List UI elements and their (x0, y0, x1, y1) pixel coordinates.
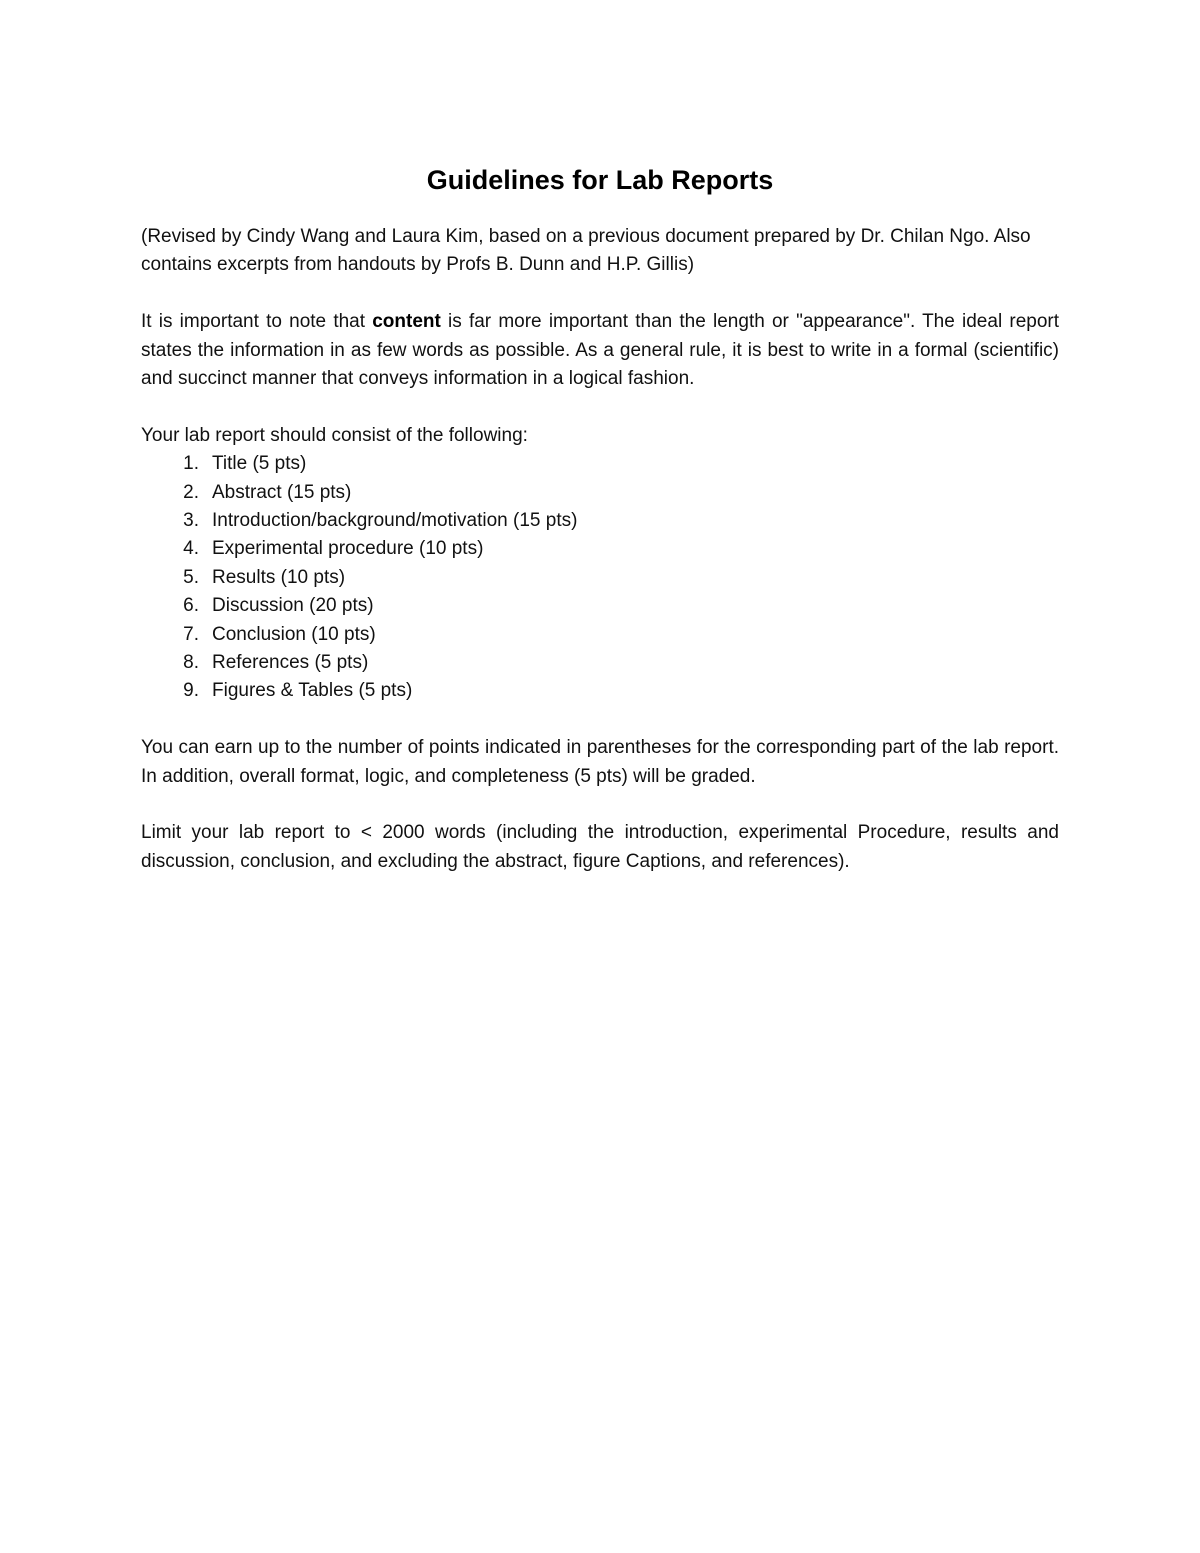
list-item (141, 621, 1059, 649)
list-item-number: 4. (183, 538, 199, 560)
list-item-label: Title (5 pts) (212, 453, 307, 475)
list-item-label: Discussion (20 pts) (212, 595, 374, 617)
list-item-label: Experimental procedure (10 pts) (212, 538, 484, 560)
list-item-number: 2. (183, 481, 199, 503)
list-item (141, 649, 1059, 677)
list-item (141, 592, 1059, 620)
document-body (141, 160, 1059, 905)
list-item-number: 8. (183, 652, 199, 674)
list-item-label: Results (10 pts) (212, 566, 346, 588)
list-item (141, 450, 1059, 478)
word-limit-note: Limit your lab report to < 2000 words (including the introduction, experimental Procedure, results and discussion, conclusion, and excluding the abstract, figure Captions, and references). (141, 822, 1059, 872)
list-item (141, 507, 1059, 535)
list-intro: Your lab report should consist of the following: (141, 424, 528, 446)
points-note: You can earn up to the number of points indicated in parentheses for the corresponding part of the lab report. In addition, overall format, logic, and completeness (5 pts) will be graded. (141, 737, 1059, 787)
report-sections-list (141, 450, 1059, 706)
list-item-label: Abstract (15 pts) (212, 481, 352, 503)
list-item-label: Conclusion (10 pts) (212, 623, 376, 645)
list-item-label: Introduction/background/motivation (15 pts) (212, 510, 578, 532)
list-item-number: 7. (183, 623, 199, 645)
list-item-number: 5. (183, 566, 199, 588)
intro-paragraph (141, 308, 1059, 393)
list-item (141, 677, 1059, 705)
list-item-number: 6. (183, 595, 199, 617)
list-item-label: Figures & Tables (5 pts) (212, 680, 413, 702)
list-item-label: References (5 pts) (212, 652, 369, 674)
list-item-number: 3. (183, 510, 199, 532)
intro-text-after: is far more important than the length or "appearance". The ideal report states the information in as few words as possible. As a general rule, it is best to write in a formal (scientific) and succinct manner that conveys information in a logical fashion. (141, 311, 1059, 390)
revision-note: (Revised by Cindy Wang and Laura Kim, based on a previous document prepared by Dr. Chilan Ngo. Also contains excerpts from handouts by Profs B. Dunn and H.P. Gillis) (141, 226, 1031, 276)
list-item-number: 9. (183, 680, 199, 702)
list-item-number: 1. (183, 453, 199, 475)
list-item (141, 535, 1059, 563)
intro-emphasis: content (372, 311, 441, 333)
document-title: Guidelines for Lab Reports (426, 165, 774, 195)
list-item (141, 479, 1059, 507)
intro-text-before: It is important to note that (141, 311, 373, 333)
list-item (141, 564, 1059, 592)
